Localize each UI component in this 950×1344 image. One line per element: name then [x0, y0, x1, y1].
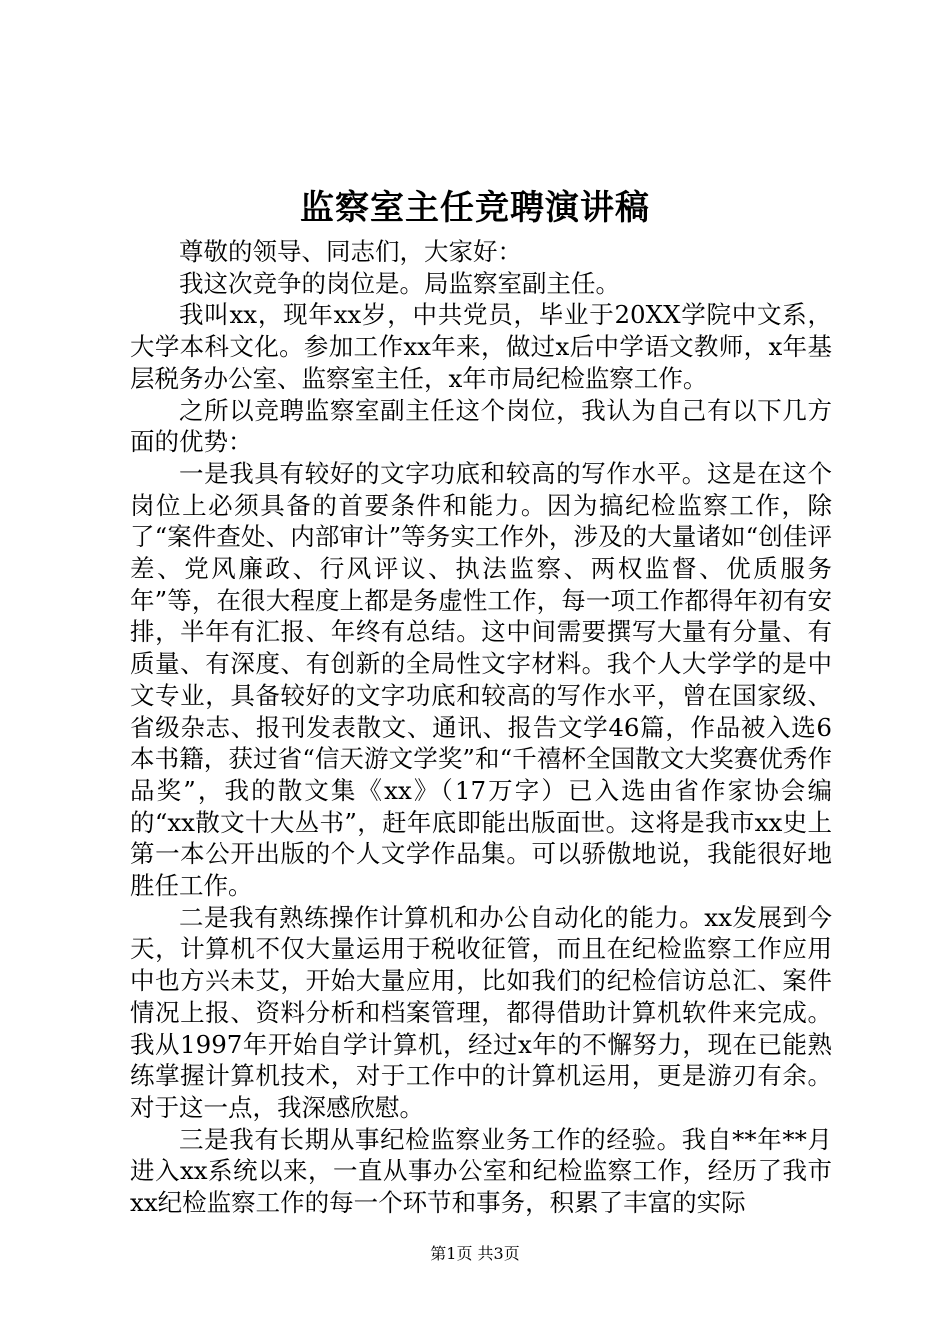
paragraph-greeting: 尊敬的领导、同志们，大家好： [179, 237, 522, 266]
paragraph-advantage-experience: 三是我有长期从事纪检监察业务工作的经验。我自**年**月进入xx系统以来，一直从事办公室和纪检监察工作，经历了我市xx纪检监察工作的每一个环节和事务，积累了丰富的实际 [130, 1124, 832, 1218]
paragraph-advantage-computer: 二是我有熟练操作计算机和办公自动化的能力。xx发展到今天，计算机不仅大量运用于税收征管，而且在纪检监察工作应用中也方兴未艾，开始大量应用，比如我们的纪检信访总汇、案件情况上报、资料分析和档案管理，都得借助计算机软件来完成。我从1997年开始自学计算机，经过x年的不懈努力，现在已能熟练掌握计算机技术，对于工作中的计算机运用，更是游刃有余。对于这一点，我深感欣慰。 [130, 902, 832, 1122]
paragraph-advantage-writing: 一是我具有较好的文字功底和较高的写作水平。这是在这个岗位上必须具备的首要条件和能力。因为搞纪检监察工作，除了“案件查处、内部审计”等务实工作外，涉及的大量诸如“创佳评差、党风廉政、行风评议、执法监察、两权监督、优质服务年”等，在很大程度上都是务虚性工作，每一项工作都得年初有安排，半年有汇报、年终有总结。这中间需要撰写大量有分量、有质量、有深度、有创新的全局性文字材料。我个人大学学的是中文专业，具备较好的文字功底和较高的写作水平，曾在国家级、省级杂志、报刊发表散文、通讯、报告文学46篇，作品被入选6本书籍，获过省“信天游文学奖”和“千禧杯全国散文大奖赛优秀作品奖”，我的散文集《xx》（17万字）已入选由省作家协会编的“xx散文十大丛书”，赶年底即能出版面世。这将是我市xx史上第一本公开出版的个人文学作品集。可以骄傲地说，我能很好地胜任工作。 [130, 458, 832, 901]
paragraph-advantages-intro: 之所以竞聘监察室副主任这个岗位，我认为自己有以下几方面的优势： [130, 395, 832, 457]
document-title: 监察室主任竞聘演讲稿 [300, 188, 650, 228]
page-number-footer: 第1页 共3页 [430, 1244, 520, 1263]
document-body [130, 236, 832, 1219]
paragraph-position: 我这次竞争的岗位是。局监察室副主任。 [179, 268, 620, 298]
paragraph-introduction: 我叫xx，现年xx岁，中共党员，毕业于20XX学院中文系，大学本科文化。参加工作xx年来，做过x后中学语文教师，x年基层税务办公室、监察室主任，x年市局纪检监察工作。 [130, 300, 832, 393]
